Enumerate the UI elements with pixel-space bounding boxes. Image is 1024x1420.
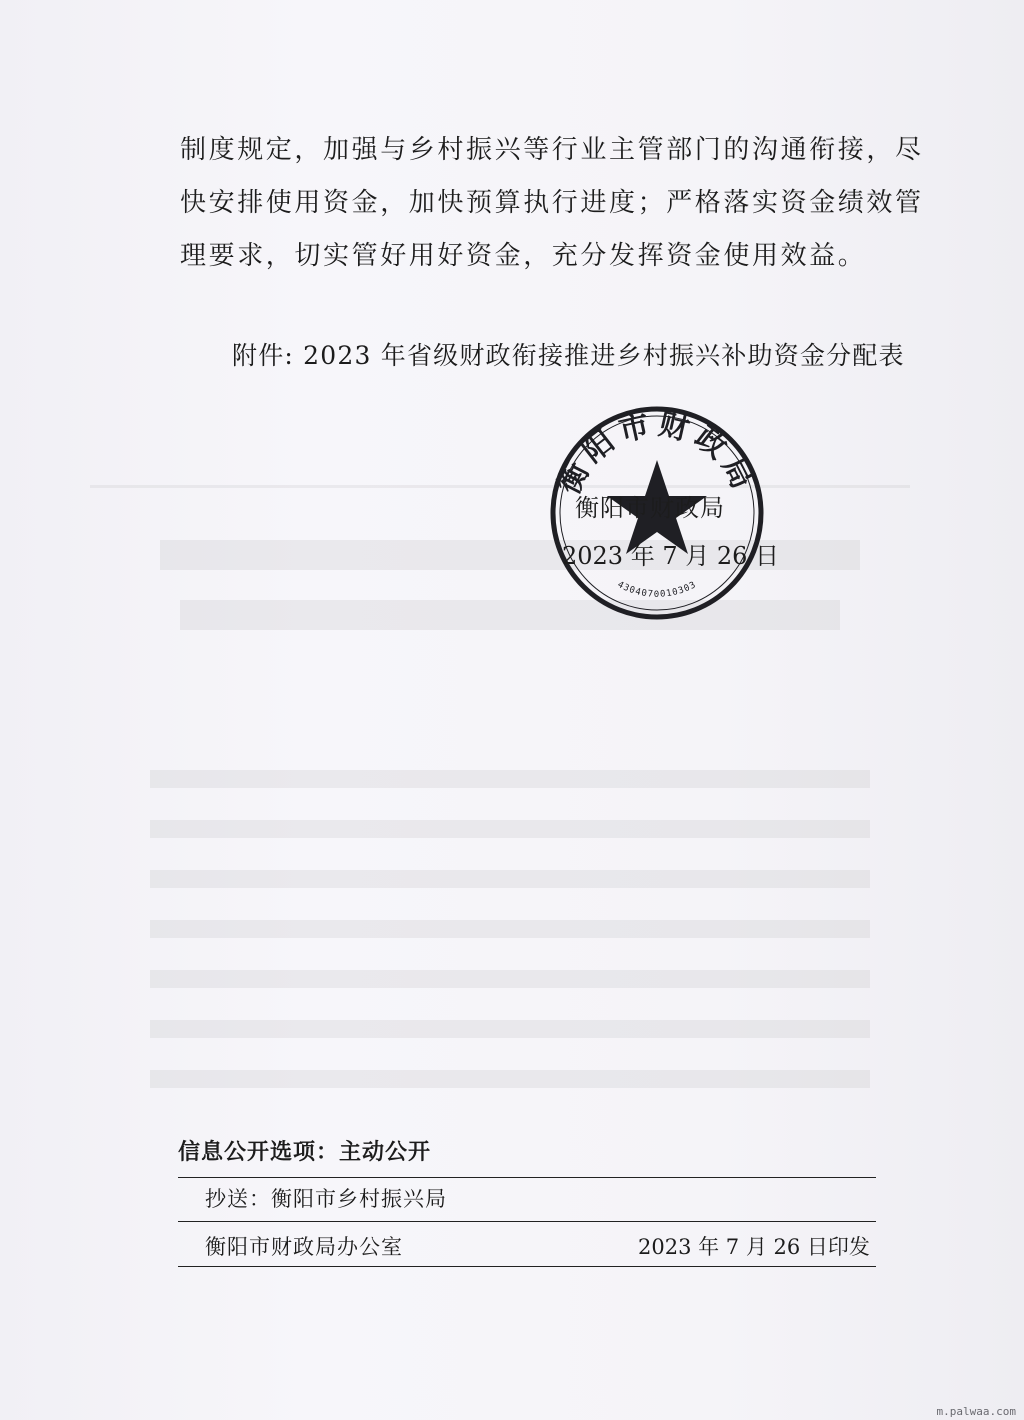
- attachment-line: 附件: 2023 年省级财政衔接推进乡村振兴补助资金分配表: [232, 341, 905, 370]
- issuer-name: 衡阳市财政局: [575, 494, 725, 522]
- svg-text:4304070010303: [616, 580, 699, 600]
- body-line-1: 制度规定，加强与乡村振兴等行业主管部门的沟通衔接，尽: [180, 135, 924, 165]
- watermark-text: m.palwaa.com: [936, 1405, 1016, 1418]
- print-date: 2023 年 7 月 26 日印发: [638, 1235, 870, 1259]
- body-line-2: 快安排使用资金，加快预算执行进度；严格落实资金绩效管: [180, 188, 924, 218]
- divider-3: [178, 1266, 876, 1267]
- seal-text: 衡阳市财政局: [551, 406, 763, 500]
- issuing-office: 衡阳市财政局办公室: [205, 1235, 403, 1259]
- divider-1: [178, 1177, 876, 1178]
- issue-date: 2023 年 7 月 26 日: [562, 542, 780, 570]
- body-line-3: 理要求，切实管好用好资金，充分发挥资金使用效益。: [180, 241, 867, 271]
- seal-code: 4304070010303: [615, 579, 699, 600]
- cc-line: 抄送：衡阳市乡村振兴局: [205, 1187, 447, 1211]
- divider-2: [178, 1221, 876, 1222]
- disclosure-option: 信息公开选项：主动公开: [178, 1140, 432, 1165]
